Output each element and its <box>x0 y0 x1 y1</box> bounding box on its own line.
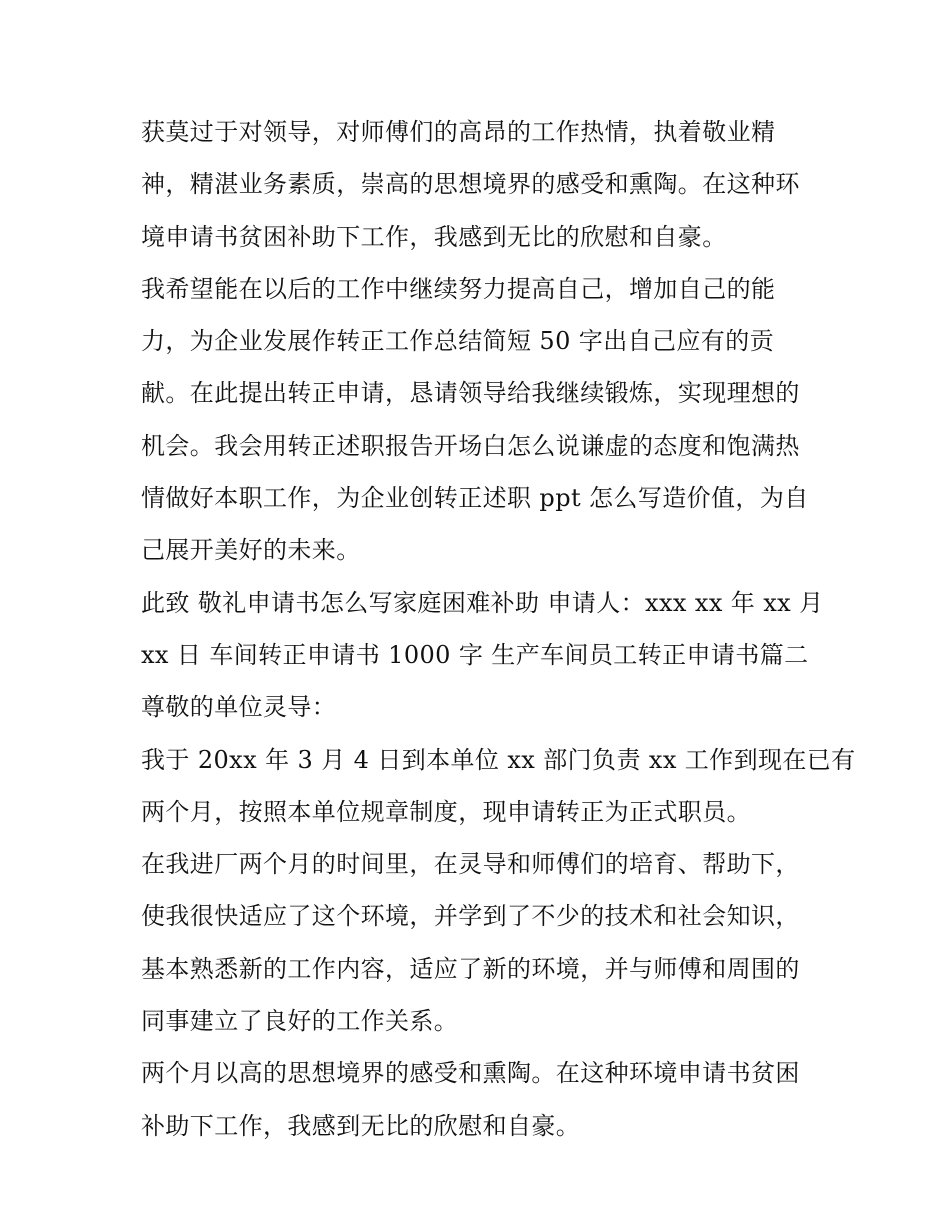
text-line: 使我很快适应了这个环境，并学到了不少的技术和社会知识， <box>141 902 800 931</box>
text-line: 我于 20xx 年 3 月 4 日到本单位 xx 部门负责 xx 工作到现在已有 <box>141 745 856 774</box>
text-line: xx 日 车间转正申请书 1000 字 生产车间员工转正申请书篇二 <box>141 640 809 669</box>
text-line: 神，精湛业务素质，崇高的思想境界的感受和熏陶。在这种环 <box>141 170 800 199</box>
text-line: 获莫过于对领导，对师傅们的高昂的工作热情，执着敬业精 <box>141 118 776 146</box>
document-body <box>141 106 856 1152</box>
text-line: 此致 敬礼申请书怎么写家庭困难补助 申请人：xxx xx 年 xx 月 <box>141 588 824 617</box>
text-line: 献。在此提出转正申请，恳请领导给我继续锻炼，实现理想的 <box>141 379 800 408</box>
text-line: 基本熟悉新的工作内容，适应了新的环境，并与师傅和周围的 <box>141 954 800 983</box>
text-line: 两个月，按照本单位规章制度，现申请转正为正式职员。 <box>141 797 751 826</box>
text-line: 己展开美好的未来。 <box>141 536 361 565</box>
text-line: 两个月以高的思想境界的感受和熏陶。在这种环境申请书贫困 <box>141 1059 800 1088</box>
text-line: 情做好本职工作，为企业创转正述职 ppt 怎么写造价值，为自 <box>141 484 809 513</box>
text-line: 机会。我会用转正述职报告开场白怎么说谦虚的态度和饱满热 <box>141 431 800 460</box>
text-line: 力，为企业发展作转正工作总结简短 50 字出自己应有的贡 <box>141 327 774 356</box>
text-line: 我希望能在以后的工作中继续努力提高自己，增加自己的能 <box>141 274 776 303</box>
text-line: 在我进厂两个月的时间里，在灵导和师傅们的培育、帮助下， <box>141 850 800 879</box>
text-line: 境申请书贫困补助下工作，我感到无比的欣慰和自豪。 <box>141 222 727 251</box>
salutation-line: 尊敬的单位灵导： <box>141 693 337 722</box>
text-line: 补助下工作，我感到无比的欣慰和自豪。 <box>141 1111 581 1140</box>
text-line: 同事建立了良好的工作关系。 <box>141 1007 459 1036</box>
